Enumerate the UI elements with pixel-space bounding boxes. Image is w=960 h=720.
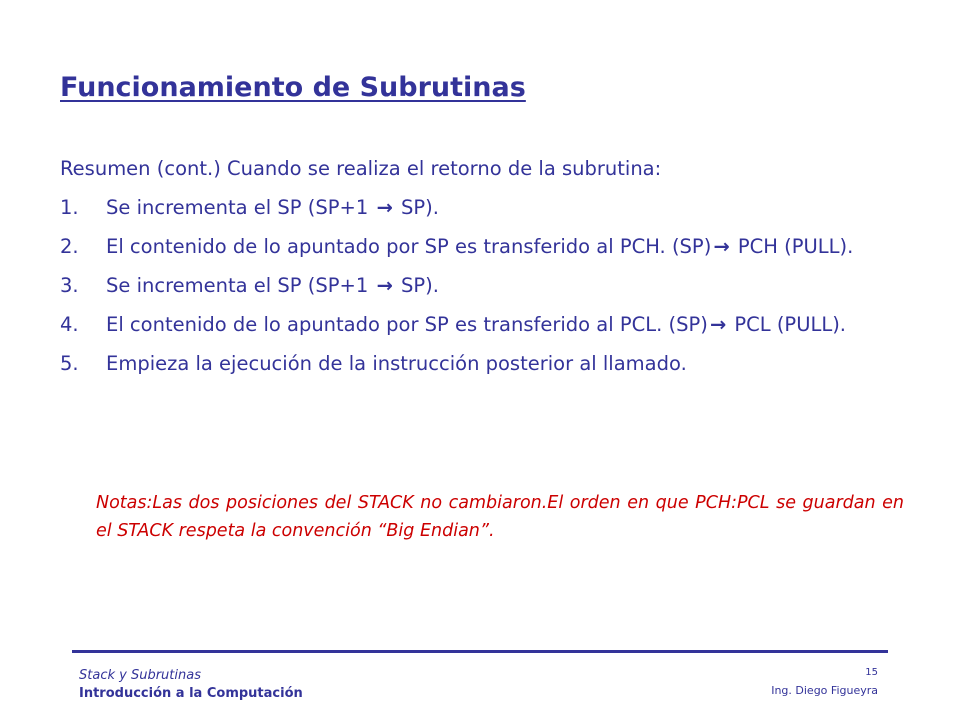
step-text: Empieza la ejecución de la instrucción posterior al llamado. — [106, 352, 687, 375]
return-steps-list — [60, 193, 905, 379]
step-text-after: SP). — [394, 196, 439, 219]
step-text-before: Se incrementa el SP (SP+1 — [106, 196, 375, 219]
notes-paragraph: Notas:Las dos posiciones del STACK no cambiaron.El orden en que PCH:PCL se guardan en el STACK respeta la convención “Big Endian”. — [96, 493, 904, 541]
slide-body — [60, 154, 905, 388]
step-3 — [60, 271, 905, 301]
slide-title: Funcionamiento de Subrutinas — [60, 72, 526, 103]
step-number: 3. — [60, 274, 79, 297]
step-number: 5. — [60, 352, 79, 375]
step-2 — [60, 232, 905, 262]
step-text-before: Se incrementa el SP (SP+1 — [106, 274, 375, 297]
step-text — [106, 310, 905, 340]
footer-topic: Stack y Subrutinas — [79, 668, 201, 683]
step-text — [106, 232, 905, 262]
summary-intro: Resumen (cont.) Cuando se realiza el retorno de la subrutina: — [60, 157, 662, 180]
step-number: 2. — [60, 235, 79, 258]
step-text-after: PCL (PULL). — [728, 313, 846, 336]
step-text-after: SP). — [394, 274, 439, 297]
step-text-before: El contenido de lo apuntado por SP es transferido al PCL. (SP) — [106, 313, 708, 336]
right-arrow-icon: → — [709, 313, 727, 336]
page-number: 15 — [865, 667, 878, 678]
step-number: 4. — [60, 313, 79, 336]
step-text-after: PCH (PULL). — [731, 235, 854, 258]
step-1 — [60, 193, 905, 223]
step-4 — [60, 310, 905, 340]
step-text-before: El contenido de lo apuntado por SP es transferido al PCH. (SP) — [106, 235, 712, 258]
footer-course: Introducción a la Computación — [79, 686, 303, 701]
step-number: 1. — [60, 196, 79, 219]
footer-author: Ing. Diego Figueyra — [771, 684, 878, 697]
right-arrow-icon: → — [376, 196, 393, 219]
footer-divider — [72, 650, 888, 653]
right-arrow-icon: → — [713, 235, 730, 258]
step-text — [106, 271, 905, 301]
right-arrow-icon: → — [376, 274, 393, 297]
step-text — [106, 193, 905, 223]
step-5 — [60, 349, 905, 379]
